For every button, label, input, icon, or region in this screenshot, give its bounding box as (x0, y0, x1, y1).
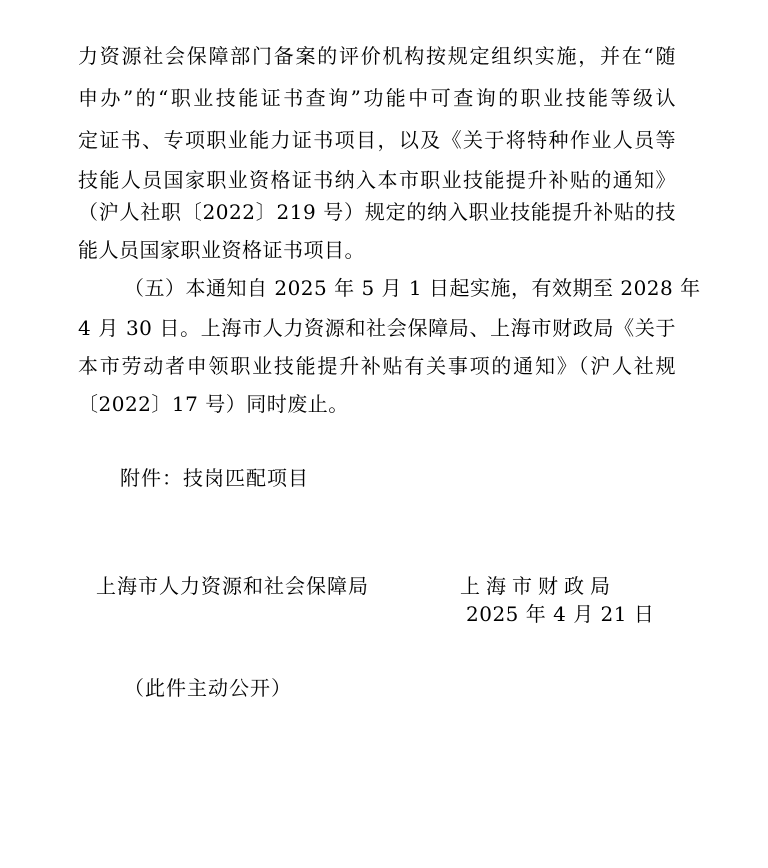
body-line-1: 力资源社会保障部门备案的评价机构按规定组织实施，并在“随 (78, 44, 676, 68)
body-line-9: 本市劳动者申领职业技能提升补贴有关事项的通知》（沪人社规 (78, 354, 676, 378)
body-line-8: 4 月 30 日。上海市人力资源和社会保障局、上海市财政局《关于 (78, 316, 676, 340)
signature-hrss-bureau: 上海市人力资源和社会保障局 (96, 574, 369, 598)
body-line-7: （五）本通知自 2025 年 5 月 1 日起实施，有效期至 2028 年 (124, 276, 701, 300)
signature-finance-bureau: 上海市财政局 (460, 574, 616, 598)
body-line-4: 技能人员国家职业资格证书纳入本市职业技能提升补贴的通知》 (78, 168, 676, 192)
body-line-5: （沪人社职〔2022〕219 号）规定的纳入职业技能提升补贴的技 (78, 200, 676, 224)
body-line-2: 申办”的“职业技能证书查询”功能中可查询的职业技能等级认 (78, 86, 676, 110)
attachment-line: 附件：技岗匹配项目 (120, 466, 309, 490)
body-line-3: 定证书、专项职业能力证书项目，以及《关于将特种作业人员等 (78, 128, 676, 152)
body-line-6: 能人员国家职业资格证书项目。 (78, 238, 365, 262)
public-disclosure-note: （此件主动公开） (124, 676, 292, 700)
body-line-10: 〔2022〕17 号）同时废止。 (78, 392, 349, 416)
signature-date: 2025 年 4 月 21 日 (466, 602, 655, 626)
